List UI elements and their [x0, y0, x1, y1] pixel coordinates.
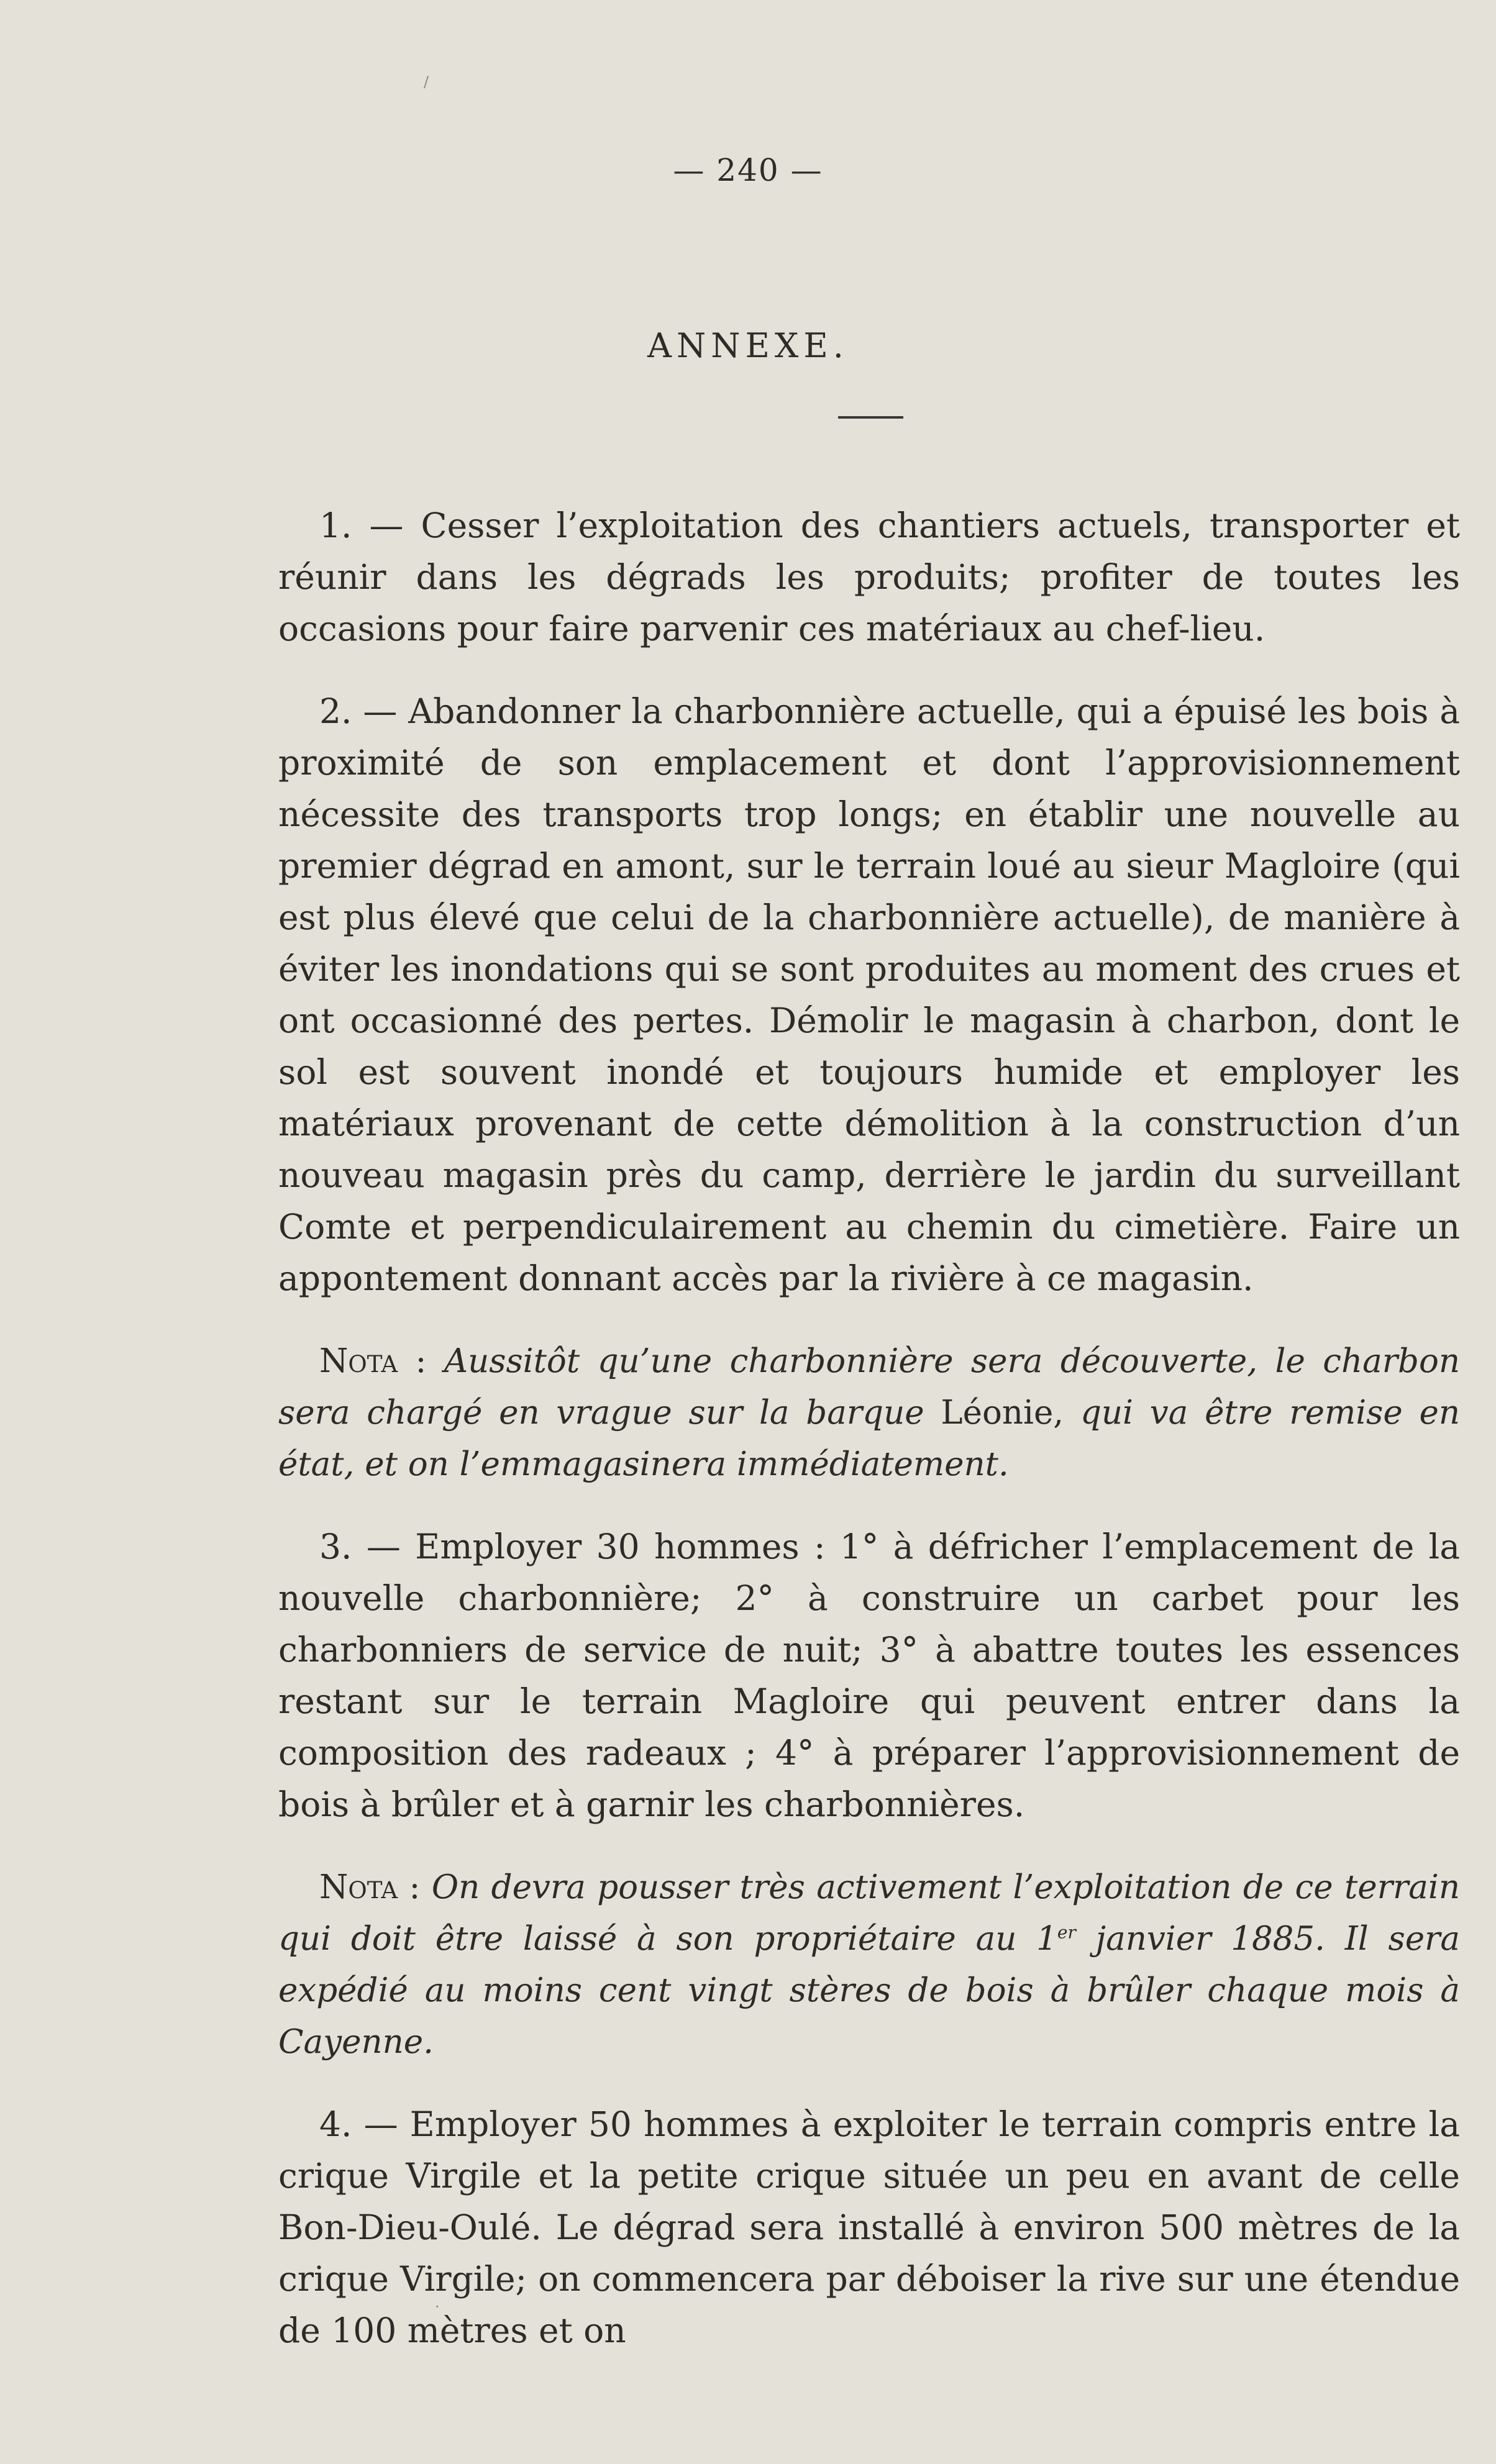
document-body — [278, 500, 1460, 2357]
nota-1 — [278, 1335, 1460, 1490]
paragraph-1: 1. — Cesser l’exploitation des chantiers actuels, transporter et réunir dans les dégrads les produits; profiter de toutes les occasions pour faire parvenir ces matériaux au chef-lieu. — [278, 506, 1460, 648]
boat-name: Léonie, — [941, 1394, 1064, 1432]
nota-2 — [278, 1862, 1460, 2068]
paragraph-4: 4. — Employer 50 hommes à exploiter le terrain compris entre la crique Virgile et la petite crique située un peu en avant de celle Bon-Dieu-Oulé. Le dégrad sera installé à environ 500 mètres de la crique Virgile; on commencera par déboiser la rive sur une étendue de 100 mètres et on — [278, 2104, 1460, 2350]
nota-label: Nota : — [319, 1868, 421, 1906]
nota-text-cont: qui va être remise en état, et on l’emmagasinera immédiatement. — [278, 1394, 1461, 1483]
paragraph-3: 3. — Employer 30 hommes : 1° à défricher l’emplacement de la nouvelle charbonnière; 2° à construire un carbet pour les charbonniers de service de nuit; 3° à abattre toutes les essences restant sur le terrain Magloire qui peuvent entrer dans la composition des radeaux ; 4° à préparer l’approvisionnement de bois à brûler et à garnir les charbonnières. — [278, 1527, 1460, 1824]
title-rule — [838, 416, 903, 419]
nota-text-cont: janvier 1885. Il sera expédié au moins cent vingt stères de bois à brûler chaque mois à Cayenne. — [278, 1920, 1460, 2061]
page-number-header: — 240 — — [673, 152, 823, 188]
page-speck: / — [424, 73, 429, 91]
section-title: ANNEXE. — [647, 326, 849, 365]
paragraph-2: 2. — Abandonner la charbonnière actuelle, qui a épuisé les bois à proximité de son emplacement et dont l’approvisionnement nécessite des transports trop longs; en établir une nouvelle au premier dégrad en amont, sur le terrain loué au sieur Magloire (qui est plus élevé que celui de la charbonnière actuelle), de manière à éviter les inondations qui se sont produites au moment des crues et ont occasionné des pertes. Démolir le magasin à charbon, dont le sol est souvent inondé et toujours humide et employer les matériaux provenant de cette démolition à la construction d’un nouveau magasin près du camp, derrière le jardin du surveillant Comte et perpendiculairement au chemin du cimetière. Faire un appontement donnant accès par la rivière à ce magasin. — [278, 691, 1460, 1298]
page-speck: · — [435, 2298, 440, 2316]
nota-label: Nota : — [319, 1342, 427, 1380]
nota-text: Aussitôt qu’une charbonnière sera découverte, le charbon sera chargé en vrague sur la barque — [278, 1342, 1460, 1432]
nota-superscript: er — [1057, 1922, 1076, 1943]
nota-text: On devra pousser très activement l’exploitation de ce terrain qui doit être laissé à son propriétaire au 1 — [278, 1868, 1460, 1958]
